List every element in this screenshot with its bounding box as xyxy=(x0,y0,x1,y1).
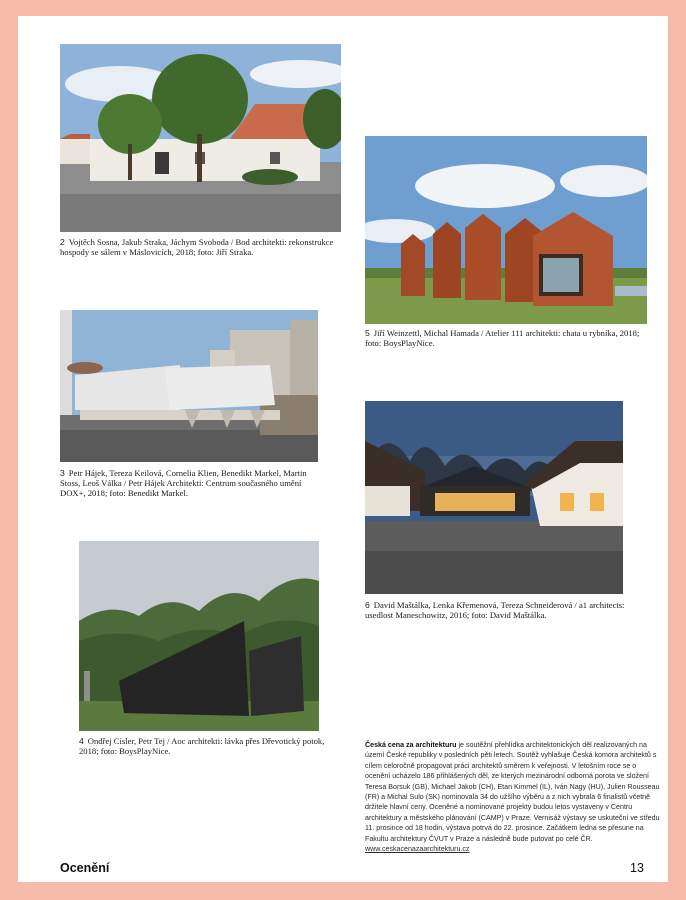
caption-text: Vojtěch Sosna, Jakub Straka, Jáchym Svoboda / Bod architekti: rekonstrukce hospody se sálem v Máslovicích, 2018; foto: Jiří Straka. xyxy=(60,237,334,258)
caption-number: 4 xyxy=(79,736,84,746)
photo-footbridge xyxy=(79,541,319,731)
caption-3 xyxy=(60,468,320,499)
photo-pub-maslovice xyxy=(60,44,341,232)
photo-maneschowitz xyxy=(365,401,623,594)
website-link[interactable]: www.ceskacenazaarchitekturu.cz xyxy=(365,845,470,854)
article-text xyxy=(365,740,661,854)
section-title: Ocenění xyxy=(60,861,110,875)
page-number: 13 xyxy=(630,861,644,875)
caption-text: Ondřej Císler, Petr Tej / Aoc architekti: lávka přes Dřevotický potok, 2018; foto: BoysPlayNice. xyxy=(79,736,325,757)
caption-2 xyxy=(60,237,340,257)
photo-dox-plus xyxy=(60,310,318,462)
caption-5 xyxy=(365,328,647,348)
caption-number: 2 xyxy=(60,237,65,247)
caption-number: 5 xyxy=(365,328,370,338)
caption-4 xyxy=(79,736,329,756)
magazine-page xyxy=(18,16,668,882)
photo-cottage-pond xyxy=(365,136,647,324)
caption-number: 6 xyxy=(365,600,370,610)
caption-6 xyxy=(365,600,647,620)
caption-text: Petr Hájek, Tereza Keilová, Cornelia Klien, Benedikt Markel, Martin Stoss, Leoš Válka / Petr Hájek Architekti: Centrum současného umění DOX+, 2018; foto: Benedikt Markel. xyxy=(60,468,307,499)
article-body: je soutěžní přehlídka architektonických děl realizovaných na území České republiky v posledních pěti letech. Soutěž vyhlašuje Česká komora architektů s cílem celoročně propagovat práci architektů směrem k veřejnosti. V letošním roce se o ocenění ucházelo 186 přihlášených děl, ze kterých mezinárodní odborná porota ve složení Teresa Borsuk (GB), Michael Jakob (CH), Etan Kimmel (IL), Iván Nagy (HU), Julien Rousseau (FR) a Michal Sulo (SK) nominovala 34 do užšího výběru a z nich vybrala 6 finalistů včetně držitele hlavní ceny. Oceněné a nominované projekty budou letos vystaveny v Centru architektury a městského plánování (CAMP) v Praze. Vernisáž výstavy se uskuteční ve středu 11. prosince od 18 hodin, výstava potrvá do 22. prosince. Začátkem ledna se přesune na Fakultu architektury ČVUT v Praze a následně bude putovat po celé ČR. xyxy=(365,741,660,843)
caption-number: 3 xyxy=(60,468,65,478)
article-lead: Česká cena za architekturu xyxy=(365,741,457,749)
caption-text: Jiří Weinzettl, Michal Hamada / Atelier 111 architekti: chata u rybníka, 2018; foto: BoysPlayNice. xyxy=(365,328,640,349)
caption-text: David Maštálka, Lenka Křemenová, Tereza Schneiderová / a1 architects: usedlost Maneschowitz, 2016; foto: David Maštálka. xyxy=(365,600,625,621)
